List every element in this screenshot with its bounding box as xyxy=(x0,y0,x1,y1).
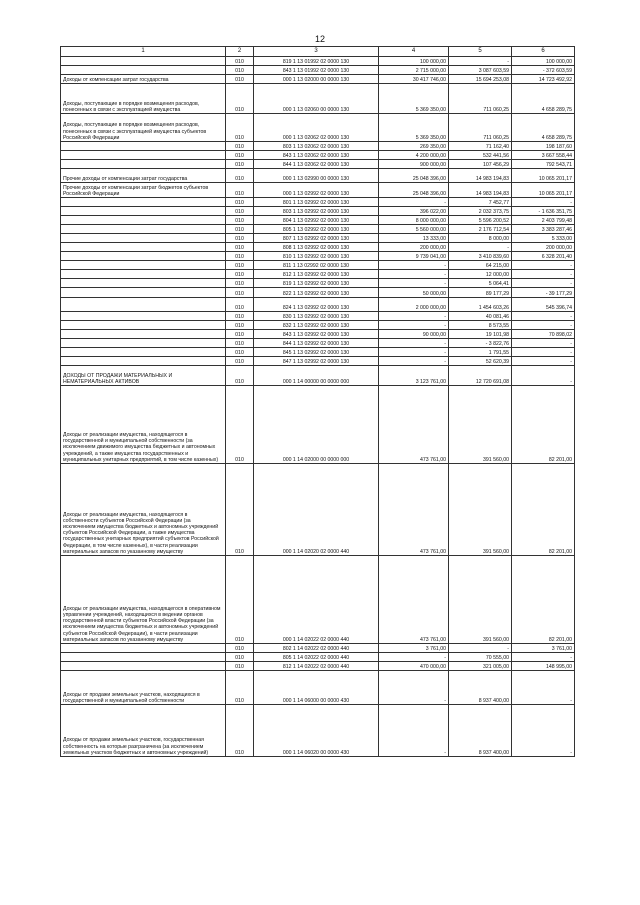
row-approved-cell: 2 715 000,00 xyxy=(379,66,449,75)
row-unexecuted-cell: - xyxy=(512,653,575,662)
row-executed-cell: 19 101,98 xyxy=(449,330,512,339)
row-unexecuted-cell: - xyxy=(512,357,575,366)
table-row xyxy=(61,75,575,84)
row-name-cell: Доходы, поступающие в порядке возмещения расходов, понесенных в связи с эксплуатацией имущества субъектов Российской Федерации xyxy=(61,114,226,142)
row-budget-code-cell: 845 1 13 02992 02 0000 130 xyxy=(254,348,379,357)
row-line-code-cell: 010 xyxy=(226,169,254,183)
row-budget-code-cell: 843 1 13 02992 02 0000 130 xyxy=(254,330,379,339)
header-col-1: 1 xyxy=(61,47,226,57)
row-name-cell xyxy=(61,330,226,339)
row-budget-code-cell: 810 1 13 02992 02 0000 130 xyxy=(254,252,379,261)
row-line-code-cell: 010 xyxy=(226,288,254,298)
row-executed-cell: - xyxy=(449,243,512,252)
table-row xyxy=(61,151,575,160)
table-row xyxy=(61,288,575,298)
row-unexecuted-cell: - xyxy=(512,348,575,357)
row-unexecuted-cell: - 39 177,29 xyxy=(512,288,575,298)
row-name-cell: Доходы от реализации имущества, находящегося в собственности субъектов Российской Федерации (за исключением имущества бюджетных и автономных учреждений субъектов Российской Федерации, а также имущества государственных унитарных предприятий субъектов Российской Федерации, в том числе казенных), в части реализации материальных запасов по указанному имуществу xyxy=(61,464,226,556)
row-executed-cell: 40 081,46 xyxy=(449,312,512,321)
row-executed-cell: 8 573,55 xyxy=(449,321,512,330)
row-line-code-cell: 010 xyxy=(226,207,254,216)
row-executed-cell: 711 060,25 xyxy=(449,114,512,142)
revenue-table xyxy=(60,46,575,757)
row-unexecuted-cell: - xyxy=(512,366,575,386)
row-executed-cell: 64 215,00 xyxy=(449,261,512,270)
row-name-cell xyxy=(61,57,226,66)
row-name-cell: Доходы от продажи земельных участков, находящихся в государственной и муниципальной собственности xyxy=(61,671,226,705)
row-executed-cell: 3 410 839,60 xyxy=(449,252,512,261)
row-budget-code-cell: 808 1 13 02992 02 0000 130 xyxy=(254,243,379,252)
row-name-cell xyxy=(61,348,226,357)
header-col-6: 6 xyxy=(512,47,575,57)
table-row xyxy=(61,225,575,234)
table-row xyxy=(61,261,575,270)
row-line-code-cell: 010 xyxy=(226,321,254,330)
row-budget-code-cell: 000 1 14 00000 00 0000 000 xyxy=(254,366,379,386)
row-line-code-cell: 010 xyxy=(226,216,254,225)
table-row xyxy=(61,142,575,151)
row-budget-code-cell: 000 1 13 02060 00 0000 130 xyxy=(254,84,379,114)
row-name-cell xyxy=(61,198,226,207)
row-approved-cell: 200 000,00 xyxy=(379,243,449,252)
table-row xyxy=(61,243,575,252)
row-budget-code-cell: 812 1 14 02022 02 0000 440 xyxy=(254,662,379,671)
row-executed-cell: 71 162,40 xyxy=(449,142,512,151)
table-row xyxy=(61,556,575,644)
row-budget-code-cell: 807 1 13 02992 02 0000 130 xyxy=(254,234,379,243)
row-unexecuted-cell: 4 658 289,75 xyxy=(512,114,575,142)
row-executed-cell: 14 983 194,83 xyxy=(449,169,512,183)
table-row xyxy=(61,386,575,464)
row-line-code-cell: 010 xyxy=(226,243,254,252)
row-name-cell xyxy=(61,243,226,252)
row-name-cell xyxy=(61,234,226,243)
row-executed-cell: 14 983 194,83 xyxy=(449,183,512,198)
row-executed-cell: - xyxy=(449,57,512,66)
row-executed-cell: 8 937 400,00 xyxy=(449,671,512,705)
table-row xyxy=(61,357,575,366)
row-approved-cell: 470 000,00 xyxy=(379,662,449,671)
row-unexecuted-cell: 100 000,00 xyxy=(512,57,575,66)
row-line-code-cell: 010 xyxy=(226,386,254,464)
row-unexecuted-cell: 10 065 201,17 xyxy=(512,183,575,198)
row-line-code-cell: 010 xyxy=(226,75,254,84)
row-line-code-cell: 010 xyxy=(226,261,254,270)
row-budget-code-cell: 812 1 13 02992 02 0000 130 xyxy=(254,270,379,279)
row-budget-code-cell: 000 1 13 02062 02 0000 130 xyxy=(254,114,379,142)
row-name-cell xyxy=(61,160,226,169)
row-executed-cell: 391 560,00 xyxy=(449,464,512,556)
row-unexecuted-cell: 3 761,00 xyxy=(512,644,575,653)
row-approved-cell: 5 369 350,00 xyxy=(379,84,449,114)
row-executed-cell: 7 452,77 xyxy=(449,198,512,207)
row-name-cell: Доходы, поступающие в порядке возмещения расходов, понесенных в связи с эксплуатацией имущества xyxy=(61,84,226,114)
row-budget-code-cell: 000 1 13 02000 00 0000 130 xyxy=(254,75,379,84)
row-approved-cell: 269 350,00 xyxy=(379,142,449,151)
table-row xyxy=(61,279,575,288)
row-executed-cell: - 3 822,76 xyxy=(449,339,512,348)
row-executed-cell: 107 456,29 xyxy=(449,160,512,169)
row-line-code-cell: 010 xyxy=(226,252,254,261)
row-executed-cell: 2 176 712,54 xyxy=(449,225,512,234)
header-col-2: 2 xyxy=(226,47,254,57)
row-approved-cell: - xyxy=(379,705,449,757)
row-name-cell: Доходы от реализации имущества, находящегося в оперативном управлении учреждений, находящихся в ведении органов государственной власти субъектов Российской Федерации (за исключением имущества бюджетных и автономных учреждений субъектов Российской Федерации), в части реализации материальных запасов по указанному имуществу xyxy=(61,556,226,644)
row-unexecuted-cell: - 372 603,59 xyxy=(512,66,575,75)
row-executed-cell: 391 560,00 xyxy=(449,556,512,644)
row-line-code-cell: 010 xyxy=(226,279,254,288)
table-row xyxy=(61,662,575,671)
row-budget-code-cell: 830 1 13 02992 02 0000 130 xyxy=(254,312,379,321)
table-row xyxy=(61,114,575,142)
row-budget-code-cell: 801 1 13 02992 02 0000 130 xyxy=(254,198,379,207)
table-row xyxy=(61,671,575,705)
row-approved-cell: - xyxy=(379,348,449,357)
row-approved-cell: 4 200 000,00 xyxy=(379,151,449,160)
row-name-cell xyxy=(61,653,226,662)
row-line-code-cell: 010 xyxy=(226,142,254,151)
table-row xyxy=(61,321,575,330)
row-budget-code-cell: 802 1 14 02022 02 0000 440 xyxy=(254,644,379,653)
row-approved-cell: 396 022,00 xyxy=(379,207,449,216)
row-line-code-cell: 010 xyxy=(226,653,254,662)
row-line-code-cell: 010 xyxy=(226,705,254,757)
table-body xyxy=(61,57,575,757)
table-header-row xyxy=(61,47,575,57)
row-line-code-cell: 010 xyxy=(226,312,254,321)
row-budget-code-cell: 805 1 14 02022 02 0000 440 xyxy=(254,653,379,662)
row-name-cell xyxy=(61,357,226,366)
row-name-cell xyxy=(61,216,226,225)
table-row xyxy=(61,216,575,225)
table-row xyxy=(61,464,575,556)
table-row xyxy=(61,66,575,75)
row-line-code-cell: 010 xyxy=(226,84,254,114)
row-unexecuted-cell: 70 898,02 xyxy=(512,330,575,339)
table-row xyxy=(61,169,575,183)
row-unexecuted-cell: - xyxy=(512,339,575,348)
row-executed-cell: 8 937 400,00 xyxy=(449,705,512,757)
row-budget-code-cell: 811 1 13 02992 02 0000 130 xyxy=(254,261,379,270)
row-executed-cell: 1 454 603,26 xyxy=(449,298,512,312)
row-line-code-cell: 010 xyxy=(226,198,254,207)
row-unexecuted-cell: - xyxy=(512,261,575,270)
row-approved-cell: 5 369 350,00 xyxy=(379,114,449,142)
row-approved-cell: 9 739 041,00 xyxy=(379,252,449,261)
table-row xyxy=(61,270,575,279)
row-approved-cell: 8 000 000,00 xyxy=(379,216,449,225)
row-unexecuted-cell: 148 995,00 xyxy=(512,662,575,671)
row-approved-cell: 3 761,00 xyxy=(379,644,449,653)
row-unexecuted-cell: 545 396,74 xyxy=(512,298,575,312)
row-unexecuted-cell: 10 065 201,17 xyxy=(512,169,575,183)
table-row xyxy=(61,339,575,348)
row-approved-cell: - xyxy=(379,339,449,348)
row-line-code-cell: 010 xyxy=(226,330,254,339)
row-unexecuted-cell: - xyxy=(512,671,575,705)
row-line-code-cell: 010 xyxy=(226,366,254,386)
table-row xyxy=(61,644,575,653)
row-approved-cell: - xyxy=(379,261,449,270)
row-name-cell xyxy=(61,66,226,75)
row-line-code-cell: 010 xyxy=(226,270,254,279)
row-executed-cell: 5 064,41 xyxy=(449,279,512,288)
row-approved-cell: - xyxy=(379,279,449,288)
row-name-cell xyxy=(61,279,226,288)
row-line-code-cell: 010 xyxy=(226,225,254,234)
table-row xyxy=(61,366,575,386)
row-name-cell xyxy=(61,321,226,330)
row-unexecuted-cell: - xyxy=(512,705,575,757)
row-name-cell xyxy=(61,288,226,298)
row-unexecuted-cell: 82 201,00 xyxy=(512,464,575,556)
row-budget-code-cell: 819 1 13 01992 02 0000 130 xyxy=(254,57,379,66)
row-name-cell: Доходы от реализации имущества, находящегося в государственной и муниципальной собственности (за исключением движимого имущества бюджетных и автономных учреждений, а также имущества государственных и муниципальных унитарных предприятий, в том числе казенных) xyxy=(61,386,226,464)
row-executed-cell: 89 177,29 xyxy=(449,288,512,298)
row-line-code-cell: 010 xyxy=(226,671,254,705)
row-budget-code-cell: 844 1 13 02992 02 0000 130 xyxy=(254,339,379,348)
row-unexecuted-cell: 82 201,00 xyxy=(512,556,575,644)
row-executed-cell: 5 596 200,52 xyxy=(449,216,512,225)
row-approved-cell: - xyxy=(379,671,449,705)
table-row xyxy=(61,298,575,312)
table-row xyxy=(61,330,575,339)
row-budget-code-cell: 804 1 13 02992 02 0000 130 xyxy=(254,216,379,225)
row-executed-cell: 532 441,56 xyxy=(449,151,512,160)
row-line-code-cell: 010 xyxy=(226,66,254,75)
row-executed-cell: 15 694 253,08 xyxy=(449,75,512,84)
header-col-4: 4 xyxy=(379,47,449,57)
row-approved-cell: 50 000,00 xyxy=(379,288,449,298)
table-row xyxy=(61,207,575,216)
row-budget-code-cell: 000 1 14 02022 02 0000 440 xyxy=(254,556,379,644)
row-approved-cell: 100 000,00 xyxy=(379,57,449,66)
row-budget-code-cell: 000 1 14 02020 02 0000 440 xyxy=(254,464,379,556)
row-line-code-cell: 010 xyxy=(226,556,254,644)
row-budget-code-cell: 847 1 13 02992 02 0000 130 xyxy=(254,357,379,366)
row-budget-code-cell: 000 1 14 02000 00 0000 000 xyxy=(254,386,379,464)
row-unexecuted-cell: - 1 636 351,75 xyxy=(512,207,575,216)
row-executed-cell: 1 791,55 xyxy=(449,348,512,357)
row-name-cell xyxy=(61,312,226,321)
row-unexecuted-cell: 792 543,71 xyxy=(512,160,575,169)
table-row xyxy=(61,348,575,357)
row-name-cell: ДОХОДЫ ОТ ПРОДАЖИ МАТЕРИАЛЬНЫХ И НЕМАТЕРИАЛЬНЫХ АКТИВОВ xyxy=(61,366,226,386)
row-budget-code-cell: 844 1 13 02062 02 0000 130 xyxy=(254,160,379,169)
row-budget-code-cell: 000 1 14 06020 00 0000 430 xyxy=(254,705,379,757)
row-approved-cell: 900 000,00 xyxy=(379,160,449,169)
row-budget-code-cell: 843 1 13 02062 02 0000 130 xyxy=(254,151,379,160)
table-row xyxy=(61,183,575,198)
row-name-cell: Прочие доходы от компенсации затрат государства xyxy=(61,169,226,183)
row-budget-code-cell: 843 1 13 01992 02 0000 130 xyxy=(254,66,379,75)
row-unexecuted-cell: 6 328 201,40 xyxy=(512,252,575,261)
row-unexecuted-cell: - xyxy=(512,198,575,207)
row-unexecuted-cell: 200 000,00 xyxy=(512,243,575,252)
row-budget-code-cell: 803 1 13 02992 02 0000 130 xyxy=(254,207,379,216)
row-approved-cell: - xyxy=(379,198,449,207)
row-executed-cell: 52 620,39 xyxy=(449,357,512,366)
row-name-cell: Доходы от компенсации затрат государства xyxy=(61,75,226,84)
row-executed-cell: 321 005,00 xyxy=(449,662,512,671)
row-name-cell xyxy=(61,207,226,216)
table-row xyxy=(61,653,575,662)
row-approved-cell: 473 761,00 xyxy=(379,386,449,464)
row-executed-cell: 12 000,00 xyxy=(449,270,512,279)
row-unexecuted-cell: 198 187,60 xyxy=(512,142,575,151)
row-unexecuted-cell: - xyxy=(512,321,575,330)
row-name-cell xyxy=(61,644,226,653)
row-approved-cell: 3 123 761,00 xyxy=(379,366,449,386)
row-approved-cell: 2 000 000,00 xyxy=(379,298,449,312)
row-approved-cell: - xyxy=(379,312,449,321)
row-unexecuted-cell: 2 403 799,48 xyxy=(512,216,575,225)
row-executed-cell: 8 000,00 xyxy=(449,234,512,243)
row-line-code-cell: 010 xyxy=(226,183,254,198)
table-row xyxy=(61,252,575,261)
row-unexecuted-cell: 3 667 558,44 xyxy=(512,151,575,160)
row-unexecuted-cell: - xyxy=(512,312,575,321)
row-unexecuted-cell: 14 723 492,92 xyxy=(512,75,575,84)
row-line-code-cell: 010 xyxy=(226,348,254,357)
row-approved-cell: 30 417 746,00 xyxy=(379,75,449,84)
row-unexecuted-cell: 4 658 289,75 xyxy=(512,84,575,114)
row-approved-cell: 25 048 396,00 xyxy=(379,169,449,183)
row-budget-code-cell: 000 1 13 02990 00 0000 130 xyxy=(254,169,379,183)
row-name-cell xyxy=(61,142,226,151)
page-number: 12 xyxy=(314,34,325,44)
row-executed-cell: 3 087 603,59 xyxy=(449,66,512,75)
row-line-code-cell: 010 xyxy=(226,57,254,66)
row-budget-code-cell: 000 1 14 06000 00 0000 430 xyxy=(254,671,379,705)
row-approved-cell: - xyxy=(379,653,449,662)
row-name-cell xyxy=(61,662,226,671)
row-executed-cell: - xyxy=(449,644,512,653)
row-approved-cell: - xyxy=(379,357,449,366)
row-line-code-cell: 010 xyxy=(226,464,254,556)
row-approved-cell: 25 048 396,00 xyxy=(379,183,449,198)
row-budget-code-cell: 803 1 13 02062 02 0000 130 xyxy=(254,142,379,151)
row-budget-code-cell: 824 1 13 02992 02 0000 130 xyxy=(254,298,379,312)
row-unexecuted-cell: 5 333,00 xyxy=(512,234,575,243)
row-approved-cell: 473 761,00 xyxy=(379,556,449,644)
row-budget-code-cell: 832 1 13 02992 02 0000 130 xyxy=(254,321,379,330)
row-executed-cell: 70 555,00 xyxy=(449,653,512,662)
row-line-code-cell: 010 xyxy=(226,357,254,366)
row-line-code-cell: 010 xyxy=(226,234,254,243)
row-name-cell xyxy=(61,252,226,261)
row-approved-cell: 13 333,00 xyxy=(379,234,449,243)
row-budget-code-cell: 822 1 13 02992 02 0000 130 xyxy=(254,288,379,298)
row-name-cell xyxy=(61,270,226,279)
table-row xyxy=(61,160,575,169)
row-approved-cell: 90 000,00 xyxy=(379,330,449,339)
row-name-cell: Доходы от продажи земельных участков, государственная собственность на которые разграничена (за исключением земельных участков бюджетных и автономных учреждений) xyxy=(61,705,226,757)
row-executed-cell: 12 720 691,08 xyxy=(449,366,512,386)
row-executed-cell: 711 060,25 xyxy=(449,84,512,114)
row-unexecuted-cell: 3 383 287,46 xyxy=(512,225,575,234)
row-line-code-cell: 010 xyxy=(226,160,254,169)
row-approved-cell: - xyxy=(379,270,449,279)
row-unexecuted-cell: - xyxy=(512,279,575,288)
row-name-cell xyxy=(61,225,226,234)
row-approved-cell: 5 560 000,00 xyxy=(379,225,449,234)
row-executed-cell: 391 560,00 xyxy=(449,386,512,464)
row-unexecuted-cell: 82 201,00 xyxy=(512,386,575,464)
table-row xyxy=(61,198,575,207)
table-row xyxy=(61,312,575,321)
row-budget-code-cell: 000 1 13 02992 02 0000 130 xyxy=(254,183,379,198)
row-name-cell xyxy=(61,151,226,160)
row-name-cell: Прочие доходы от компенсации затрат бюджетов субъектов Российской Федерации xyxy=(61,183,226,198)
header-col-5: 5 xyxy=(449,47,512,57)
table-row xyxy=(61,57,575,66)
row-executed-cell: 2 032 373,75 xyxy=(449,207,512,216)
header-col-3: 3 xyxy=(254,47,379,57)
row-unexecuted-cell: - xyxy=(512,270,575,279)
table-row xyxy=(61,705,575,757)
row-budget-code-cell: 819 1 13 02992 02 0000 130 xyxy=(254,279,379,288)
row-line-code-cell: 010 xyxy=(226,298,254,312)
table-row xyxy=(61,84,575,114)
row-budget-code-cell: 805 1 13 02992 02 0000 130 xyxy=(254,225,379,234)
row-name-cell xyxy=(61,339,226,348)
row-approved-cell: - xyxy=(379,321,449,330)
row-line-code-cell: 010 xyxy=(226,644,254,653)
row-name-cell xyxy=(61,261,226,270)
row-name-cell xyxy=(61,298,226,312)
table-row xyxy=(61,234,575,243)
row-line-code-cell: 010 xyxy=(226,339,254,348)
row-approved-cell: 473 761,00 xyxy=(379,464,449,556)
row-line-code-cell: 010 xyxy=(226,114,254,142)
row-line-code-cell: 010 xyxy=(226,151,254,160)
row-line-code-cell: 010 xyxy=(226,662,254,671)
